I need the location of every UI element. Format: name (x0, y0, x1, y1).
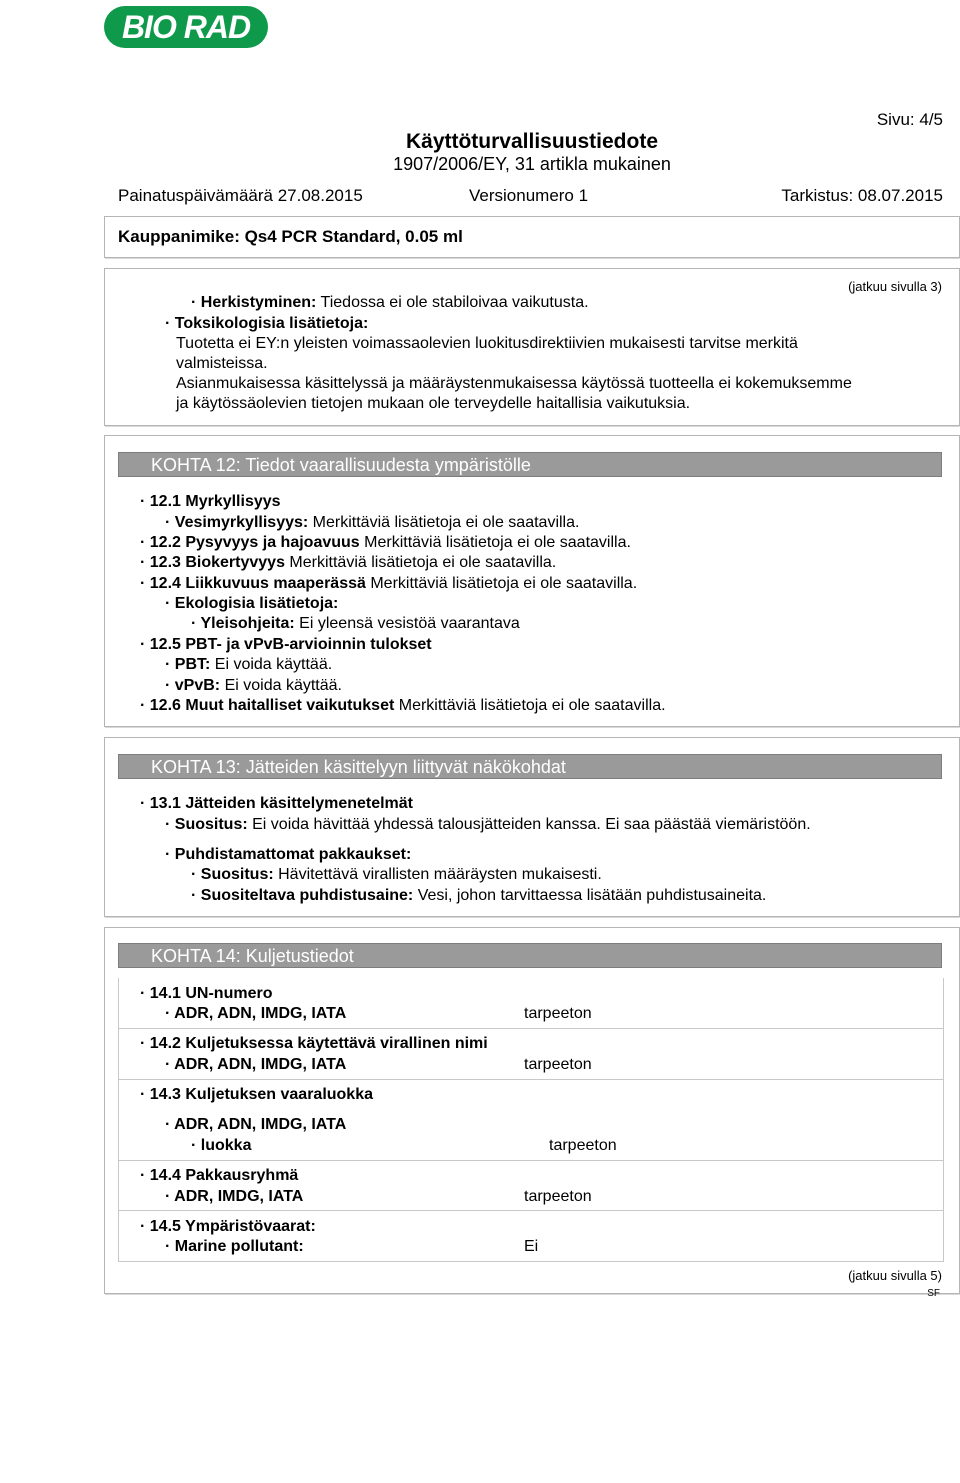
packaging-recommendation-line: · Suositus: Hävitettävä virallisten määräysten mukaisesti. (191, 866, 602, 883)
row-divider (118, 1079, 944, 1080)
shipping-name-value: tarpeeton (524, 1056, 592, 1073)
bio-rad-logo: BIO RAD (104, 6, 268, 48)
row-divider (118, 1210, 944, 1211)
hazard-class-label: · ADR, ADN, IMDG, IATA (165, 1116, 347, 1133)
document-subtitle: 1907/2006/EY, 31 artikla mukainen (393, 154, 671, 174)
continued-on: (jatkuu sivulla 5) (848, 1268, 942, 1283)
uncleaned-packaging-heading: · Puhdistamattomat pakkaukset: (165, 846, 412, 863)
vpvb-line: · vPvB: Ei voida käyttää. (165, 677, 342, 694)
pbt-heading: · 12.5 PBT- ja vPvB-arvioinnin tulokset (140, 636, 432, 653)
toxicology-text-4: ja käytössäolevien tietojen mukaan ole terveydelle haitallisia vaikutuksia. (176, 395, 691, 412)
packing-group-label: · ADR, IMDG, IATA (165, 1188, 304, 1205)
persistence-line: · 12.2 Pysyvyys ja hajoavuus Merkittäviä lisätietoja ei ole saatavilla. (140, 534, 631, 551)
recommendation-line: · Suositus: Ei voida hävittää yhdessä talousjätteiden kanssa. Ei saa päästää viemäristöön. (165, 816, 811, 833)
toxicology-text-1: Tuotetta ei EY:n yleisten voimassaolevien luokitusdirektiivien mukaisesti tarvitse merkitä (176, 335, 798, 352)
print-date: Painatuspäivämäärä 27.08.2015 (118, 186, 363, 205)
pbt-line: · PBT: Ei voida käyttää. (165, 656, 333, 673)
shipping-name-label: · ADR, ADN, IMDG, IATA (165, 1056, 347, 1073)
class-value: tarpeeton (549, 1137, 617, 1154)
ecological-info-heading: · Ekologisia lisätietoja: (165, 595, 339, 612)
other-effects-line: · 12.6 Muut haitalliset vaikutukset Merkittäviä lisätietoja ei ole saatavilla. (140, 697, 666, 714)
aquatic-toxicity-line: · Vesimyrkyllisyys: Merkittäviä lisätietoja ei ole saatavilla. (165, 514, 580, 531)
shipping-name-heading: · 14.2 Kuljetuksessa käytettävä virallinen nimi (140, 1035, 488, 1052)
bioaccumulation-line: · 12.3 Biokertyvyys Merkittäviä lisätietoja ei ole saatavilla. (140, 554, 557, 571)
marine-pollutant-label: · Marine pollutant: (165, 1238, 304, 1255)
toxicity-heading: · 12.1 Myrkyllisyys (140, 493, 281, 510)
class-label: · luokka (191, 1137, 252, 1154)
toxicology-text-2: valmisteissa. (176, 355, 268, 372)
waste-methods-heading: · 13.1 Jätteiden käsittelymenetelmät (140, 795, 414, 812)
mobility-line: · 12.4 Liikkuvuus maaperässä Merkittäviä lisätietoja ei ole saatavilla. (140, 575, 638, 592)
un-number-label: · ADR, ADN, IMDG, IATA (165, 1005, 347, 1022)
language-code: SF (927, 1288, 940, 1299)
section-14-heading: KOHTA 14: Kuljetustiedot (118, 943, 942, 968)
un-number-value: tarpeeton (524, 1005, 592, 1022)
section-13-heading: KOHTA 13: Jätteiden käsittelyyn liittyvät näkökohdat (118, 754, 942, 779)
version-number: Versionumero 1 (469, 186, 589, 205)
section-12-heading: KOHTA 12: Tiedot vaarallisuudesta ympäristölle (118, 452, 942, 477)
continued-from: (jatkuu sivulla 3) (848, 279, 942, 294)
cleaning-agent-line: · Suositeltava puhdistusaine: Vesi, johon tarvittaessa lisätään puhdistusaineita. (191, 887, 767, 904)
general-notes-line: · Yleisohjeita: Ei yleensä vesistöä vaarantava (191, 615, 520, 632)
packing-group-heading: · 14.4 Pakkausryhmä (140, 1167, 299, 1184)
trade-name-box (104, 216, 960, 258)
hazard-class-heading: · 14.3 Kuljetuksen vaaraluokka (140, 1086, 373, 1103)
trade-name: Kauppanimike: Qs4 PCR Standard, 0.05 ml (118, 227, 463, 246)
row-divider (118, 1160, 944, 1161)
toxicology-text-3: Asianmukaisessa käsittelyssä ja määräystenmukaisessa käytössä tuotteella ei kokemuksemme (176, 375, 852, 392)
page-number: Sivu: 4/5 (876, 110, 943, 129)
toxicology-heading: · Toksikologisia lisätietoja: (165, 315, 369, 332)
revision-date: Tarkistus: 08.07.2015 (781, 186, 943, 205)
marine-pollutant-value: Ei (524, 1238, 539, 1255)
environmental-hazards-heading: · 14.5 Ympäristövaarat: (140, 1218, 316, 1235)
packing-group-value: tarpeeton (524, 1188, 592, 1205)
document-title: Käyttöturvallisuustiedote (405, 130, 659, 153)
un-number-heading: · 14.1 UN-numero (140, 985, 273, 1002)
sensitisation-line: · Herkistyminen: Tiedossa ei ole stabiloivaa vaikutusta. (191, 294, 589, 311)
row-divider (118, 1028, 944, 1029)
